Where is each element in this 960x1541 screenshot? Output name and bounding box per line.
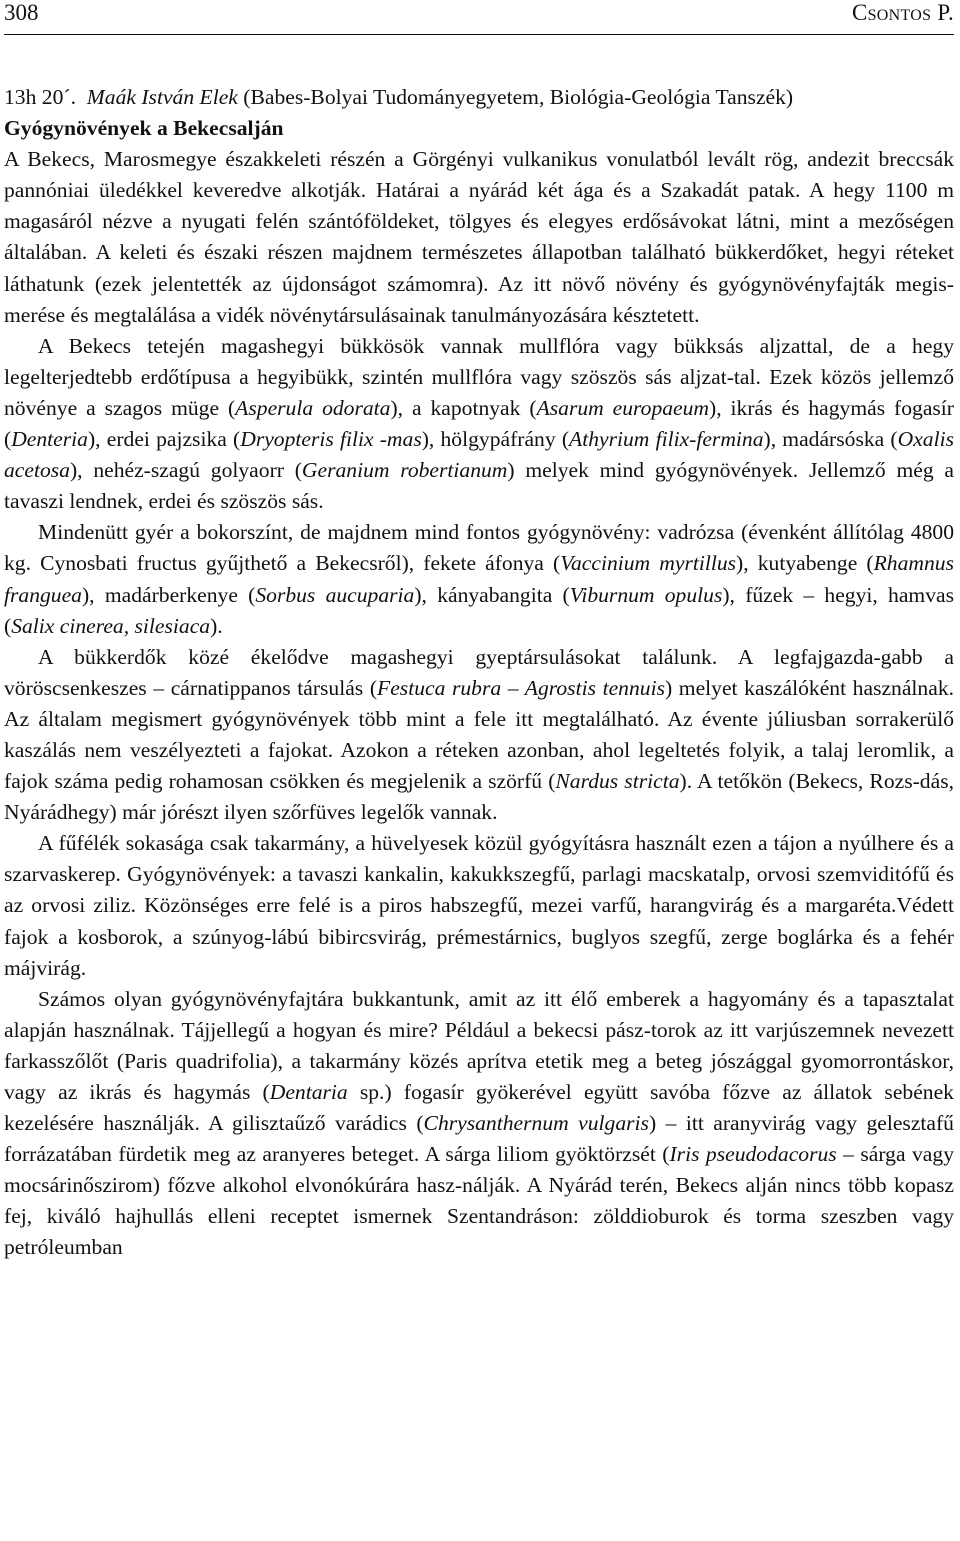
paragraph-3: Mindenütt gyér a bokorszínt, de majdnem mind fontos gyógynövény: vadrózsa (évenként állítólag 4800 kg. Cynosbati fructus gyűjthető a Bekecsről), fekete áfonya (Vaccinium myrtillus), kutyabenge (Rhamnus franguea), madárberkenye (Sorbus aucuparia), kányabangita (Viburnum opulus), fűzek – hegyi, hamvas (Salix cinerea, silesiaca). bbox=[4, 520, 954, 638]
talk-speaker: Maák István Elek bbox=[86, 85, 238, 109]
talk-title: Gyógynövények a Bekecsalján bbox=[4, 116, 284, 141]
species-name: Oxalis acetosa bbox=[4, 427, 954, 483]
paragraph-6: Számos olyan gyógynövényfajtára bukkantunk, amit az itt élő emberek a hagyomány és a tapasztalat alapján használnak. Tájjellegű a hogyan és mire? Például a bekecsi pász-torok az itt varjúszemnek nevezett farkasszőlőt (Paris quadrifolia), a takarmány közés aprítva etetik meg a beteg jószággal gyomorrontáskor, vagy az ikrás és hagymás (Dentaria sp.) fogasír gyökerével együtt savóba főzve az állatok sebének kezelésére használják. A gilisztaűző varádics (Chrysanthernum vulgaris) – itt aranyvirág vagy gelesztafű forrázatában fürdetik meg az aranyeres beteget. A sárga liliom gyöktörzsét (Iris pseudodacorus – sárga vagy mocsárinőszirom) főzve alkohol elvonókúrára hasz-nálják. A Nyárád terén, Bekecs alján nincs több kopasz fej, kiváló hajhullás elleni receptet ismernek Szentandráson: zölddioburok és torma szeszben vagy petróleumban bbox=[4, 986, 954, 1260]
page-number: 308 bbox=[4, 0, 39, 25]
species-name: Chrysanthernum vulgaris bbox=[423, 1111, 649, 1136]
paragraph-2: A Bekecs tetején magashegyi bükkösök vannak mullflóra vagy bükksás aljzattal, de a hegy legelterjedtebb erdőtípusa a hegyibükk, szintén mullflóra vagy szöszös sás aljzat-tal. Ezek közös jellemző növénye a szagos müge (Asperula odorata), a kapotnyak (Asarum europaeum), ikrás és hagymás fogasír (Denteria), erdei pajzsika (Dryopteris filix -mas), hölgypáfrány (Athyrium filix-fermina), madársóska (Oxalis acetosa), nehéz-szagú golyaorr (Geranium robertianum) melyek mind gyógynövények. Jellemző még a tavaszi lendnek, erdei és szöszös sás. bbox=[4, 333, 954, 514]
talk-affiliation: (Babes-Bolyai Tudományegyetem, Biológia-Geológia Tanszék) bbox=[243, 85, 794, 109]
species-name: Sorbus aucuparia bbox=[255, 582, 415, 607]
running-head bbox=[4, 0, 954, 35]
species-name: Vaccinium myrtillus bbox=[560, 551, 737, 576]
article-body bbox=[4, 82, 954, 1264]
species-name: Asperula odorata bbox=[235, 395, 391, 420]
talk-time: 13h 20´. bbox=[4, 85, 76, 109]
species-name: Denteria bbox=[11, 427, 88, 452]
paragraph-5: A fűfélék sokasága csak takarmány, a hüvelyesek közül gyógyításra használt ezen a tájon a nyúlhere és a szarvaskerep. Gyógynövények: a tavaszi kankalin, kakukkszegfű, parlagi macskatalp, orvosi szemviditófű és az orvosi ziliz. Közönséges erre felé is a piros habszegfű, mezei varfű, harangvirág és a margaréta.Védett fajok a kosborok, a szúnyog-lábú bibircsvirág, prémestárnics, buglyos szegfű, zerge boglárka és a fehér májvirág. bbox=[4, 831, 954, 980]
running-head-author: Csontos P. bbox=[851, 0, 954, 25]
species-name: Rhamnus franguea bbox=[4, 551, 954, 607]
species-name: Dryopteris filix -mas bbox=[240, 427, 422, 452]
species-name: Festuca rubra – Agrostis tennuis bbox=[377, 675, 665, 700]
species-name: Geranium robertianum bbox=[301, 458, 508, 483]
species-name: Salix cinerea, silesiaca bbox=[11, 613, 211, 638]
paragraph-4: A bükkerdők közé ékelődve magashegyi gyeptársulásokat találunk. A legfajgazda-gabb a vöröscsenkeszes – cárnatippanos társulás (Festuca rubra – Agrostis tennuis) melyet kaszálóként használnak. Az általam megismert gyógynövények több mint a fele itt megtalálható. Az évente júliusban sorrakerülő kaszálás nem veszélyezteti a fajokat. Azokon a réteken azonban, ahol legeltetés folyik, a talaj leromlik, a fajok száma pedig rohamosan csökken és megjelenik a szörfű (Nardus stricta). A tetőkön (Bekecs, Rozs-dás, Nyárádhegy) már jórészt ilyen szőrfüves legelők vannak. bbox=[4, 644, 955, 825]
species-name: Nardus stricta bbox=[555, 769, 680, 794]
species-name: Dentaria bbox=[269, 1080, 348, 1104]
species-name: Asarum europaeum bbox=[536, 395, 710, 420]
species-name: Iris pseudodacorus bbox=[669, 1142, 837, 1167]
species-name: Athyrium filix-fermina bbox=[569, 427, 764, 452]
species-name: Viburnum opulus bbox=[569, 582, 723, 607]
talk-header bbox=[4, 82, 954, 113]
paragraph-1: A Bekecs, Marosmegye északkeleti részén a Görgényi vulkanikus vonulatból levált rög, andezit breccsák pannóniai üledékkel keveredve alkotják. Határai a nyárád két ága és a Szakadát patak. A hegy 1100 m magasáról nézve a nyugati felén szántóföldeket, tölgyes és elegyes erdősávokat látni, mint a mezőségen általában. A keleti és északi részen majdnem természetes állapotban található bükkerdőket, hegyi réteket láthatunk (ezek jelentették az újdonságot számomra). Az itt növő növény és gyógynövényfajták megis-merése és megtalálása a vidék növénytársulásainak tanulmányozására késztetett. bbox=[4, 147, 954, 327]
